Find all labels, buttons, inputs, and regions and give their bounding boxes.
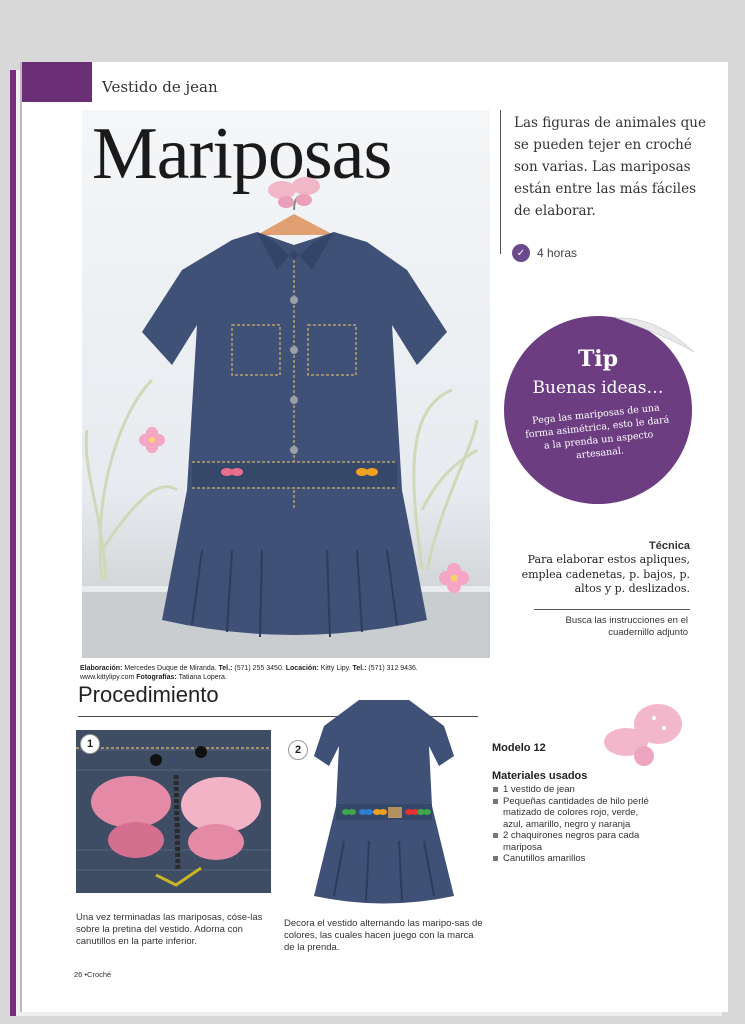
step1-number: 1 — [80, 734, 100, 754]
credit-tel1-label: Tel.: — [218, 665, 233, 672]
magazine-page — [22, 62, 728, 1012]
clock-check-icon: ✓ — [512, 244, 530, 262]
dress-back-illustration — [294, 696, 474, 906]
intro-divider — [500, 110, 501, 254]
credit-tel2-value: (571) 312 9436. — [368, 665, 418, 672]
material-item: 1 vestido de jean — [492, 784, 652, 796]
credit-photo-label: Fotografías: — [136, 674, 177, 681]
tip-title: Tip — [577, 346, 619, 372]
page-curl-icon — [616, 316, 696, 356]
tip-subtitle: Buenas ideas… — [532, 378, 664, 398]
materials-heading: Materiales usados — [492, 770, 588, 782]
tip-body: Pega las mariposas de una forma asimétrica, esto le dará a la prenda un aspecto artesanal. — [524, 402, 670, 462]
step2-number: 2 — [288, 740, 308, 760]
credit-tel1-value: (571) 255 3450. — [234, 665, 284, 672]
tecnica-heading: Técnica — [649, 540, 690, 552]
step2-photo — [294, 696, 474, 906]
material-item: Canutillos amarillos — [492, 853, 652, 865]
material-item: Pequeñas cantidades de hilo perlé matizado de colores rojo, verde, azul, amarillo, negro y naranja — [492, 796, 652, 831]
credit-web: www.kittylipy.com — [80, 674, 135, 681]
materials-list — [492, 784, 652, 865]
credit-elab-value: Mercedes Duque de Miranda. — [124, 665, 217, 672]
credit-tel2-label: Tel.: — [352, 665, 367, 672]
procedure-title: Procedimiento — [78, 682, 219, 707]
kicker: Vestido de jean — [102, 78, 218, 96]
time-value: 4 horas — [537, 246, 578, 260]
step1-photo — [76, 730, 271, 893]
intro-text: Las figuras de animales que se pueden tejer en croché son varias. Las mariposas están entre las más fáciles de elaborar. — [514, 115, 706, 219]
time-estimate — [512, 244, 577, 262]
model-number: Modelo 12 — [492, 742, 546, 754]
material-item: 2 chaquirones negros para cada mariposa — [492, 830, 652, 853]
section-tab — [22, 62, 92, 102]
credit-elab-label: Elaboración: — [80, 665, 123, 672]
credit-loc-label: Locación: — [285, 665, 319, 672]
tecnica-divider — [534, 609, 690, 610]
credit-loc-value: Kitty Lipy. — [320, 665, 351, 672]
step1-caption: Una vez terminadas las mariposas, cóse-las sobre la pretina del vestido. Adorna con canutillos en la parte inferior. — [76, 912, 263, 947]
tecnica-body: Para elaborar estos apliques, emplea cadenetas, p. bajos, p. altos y p. deslizados. — [521, 553, 690, 595]
photo-credits — [80, 664, 500, 682]
step2-caption: Decora el vestido alternando las maripo-sas de colores, las cuales hacen juego con la marca de la prenda. — [284, 918, 483, 953]
credit-photo-value: Tatiana Lopera. — [178, 674, 227, 681]
page-title: Mariposas — [92, 113, 392, 195]
page-folio: 26 •Croché — [74, 970, 112, 979]
butterfly-icon — [598, 698, 688, 768]
butterfly-closeup-illustration — [76, 730, 271, 893]
tecnica-note: Busca las instrucciones en el cuadernillo adjunto — [565, 615, 688, 638]
